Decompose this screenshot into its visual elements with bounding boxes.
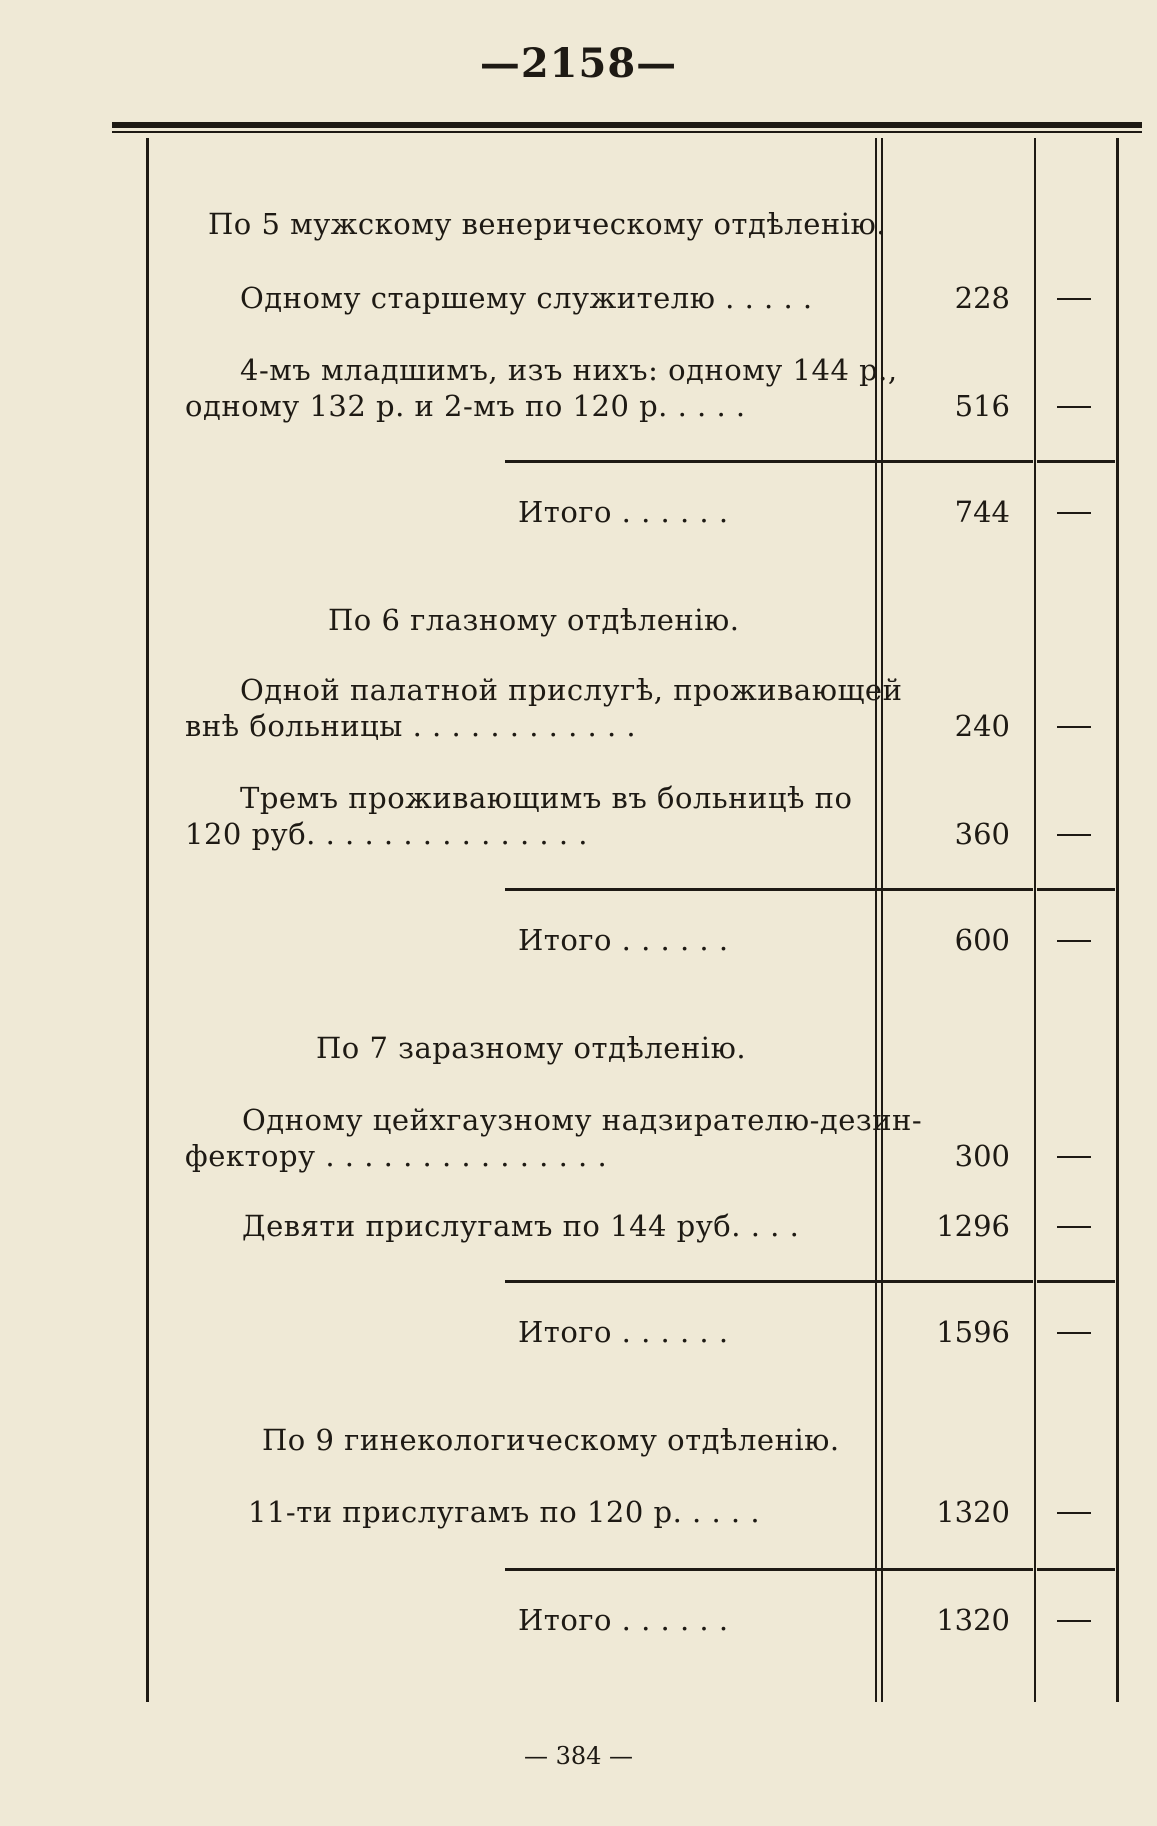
total-label: Итого . . . . . . xyxy=(518,923,729,957)
total-amount: 600 xyxy=(954,923,1010,957)
table-left-border xyxy=(146,138,149,1702)
item-dash xyxy=(1057,1156,1091,1158)
item-dash xyxy=(1057,834,1091,836)
total-label: Итого . . . . . . xyxy=(518,495,729,529)
item-line-continued: внѣ больницы . . . . . . . . . . . . xyxy=(185,709,637,743)
item-line-continued: одному 132 р. и 2-мъ по 120 р. . . . . xyxy=(185,389,746,423)
top-rule-thick xyxy=(112,122,1142,128)
item-dash xyxy=(1057,726,1091,728)
item-line: Одному старшему служителю . . . . . xyxy=(240,281,813,315)
total-dash xyxy=(1057,512,1091,514)
item-line: Одному цейхгаузному надзирателю-дезин- xyxy=(242,1103,923,1137)
total-dash xyxy=(1057,1620,1091,1622)
total-dash xyxy=(1057,1332,1091,1334)
amount-column-right-border xyxy=(1034,138,1036,1702)
item-line: Девяти прислугамъ по 144 руб. . . . xyxy=(242,1209,800,1243)
section-heading: По 6 глазному отдѣленію. xyxy=(328,603,740,637)
total-rule xyxy=(505,888,1033,891)
total-label: Итого . . . . . . xyxy=(518,1603,729,1637)
item-amount: 300 xyxy=(954,1139,1010,1173)
item-dash xyxy=(1057,298,1091,300)
item-amount: 228 xyxy=(954,281,1010,315)
item-amount: 1320 xyxy=(936,1495,1010,1529)
item-dash xyxy=(1057,406,1091,408)
total-dash xyxy=(1057,940,1091,942)
section-heading: По 7 заразному отдѣленію. xyxy=(316,1031,747,1065)
total-rule-right xyxy=(1037,888,1115,891)
item-dash xyxy=(1057,1512,1091,1514)
item-line-continued: фектору . . . . . . . . . . . . . . . xyxy=(185,1139,608,1173)
total-amount: 1320 xyxy=(936,1603,1010,1637)
item-line: 11-ти прислугамъ по 120 р. . . . . xyxy=(248,1495,761,1529)
item-amount: 360 xyxy=(954,817,1010,851)
total-rule-right xyxy=(1037,1280,1115,1283)
total-amount: 1596 xyxy=(936,1315,1010,1349)
item-amount: 516 xyxy=(954,389,1010,423)
total-rule-right xyxy=(1037,460,1115,463)
total-rule-right xyxy=(1037,1568,1115,1571)
item-line: Тремъ проживающимъ въ больницѣ по xyxy=(240,781,853,815)
total-rule xyxy=(505,1280,1033,1283)
page-number-bottom: — 384 — xyxy=(523,1742,634,1770)
section-heading: По 9 гинекологическому отдѣленію. xyxy=(262,1423,840,1457)
item-line: 4-мъ младшимъ, изъ нихъ: одному 144 р., xyxy=(240,353,898,387)
item-dash xyxy=(1057,1226,1091,1228)
section-heading: По 5 мужскому венерическому отдѣленію. xyxy=(208,207,886,241)
total-rule xyxy=(505,1568,1033,1571)
table-right-border xyxy=(1116,138,1119,1702)
item-line: Одной палатной прислугѣ, проживающей xyxy=(240,673,903,707)
top-rule-thin xyxy=(112,131,1142,133)
total-label: Итого . . . . . . xyxy=(518,1315,729,1349)
total-amount: 744 xyxy=(954,495,1010,529)
item-amount: 1296 xyxy=(936,1209,1010,1243)
item-line-continued: 120 руб. . . . . . . . . . . . . . . xyxy=(185,817,588,851)
item-amount: 240 xyxy=(954,709,1010,743)
page-number-top: —2158— xyxy=(479,40,678,87)
total-rule xyxy=(505,460,1033,463)
